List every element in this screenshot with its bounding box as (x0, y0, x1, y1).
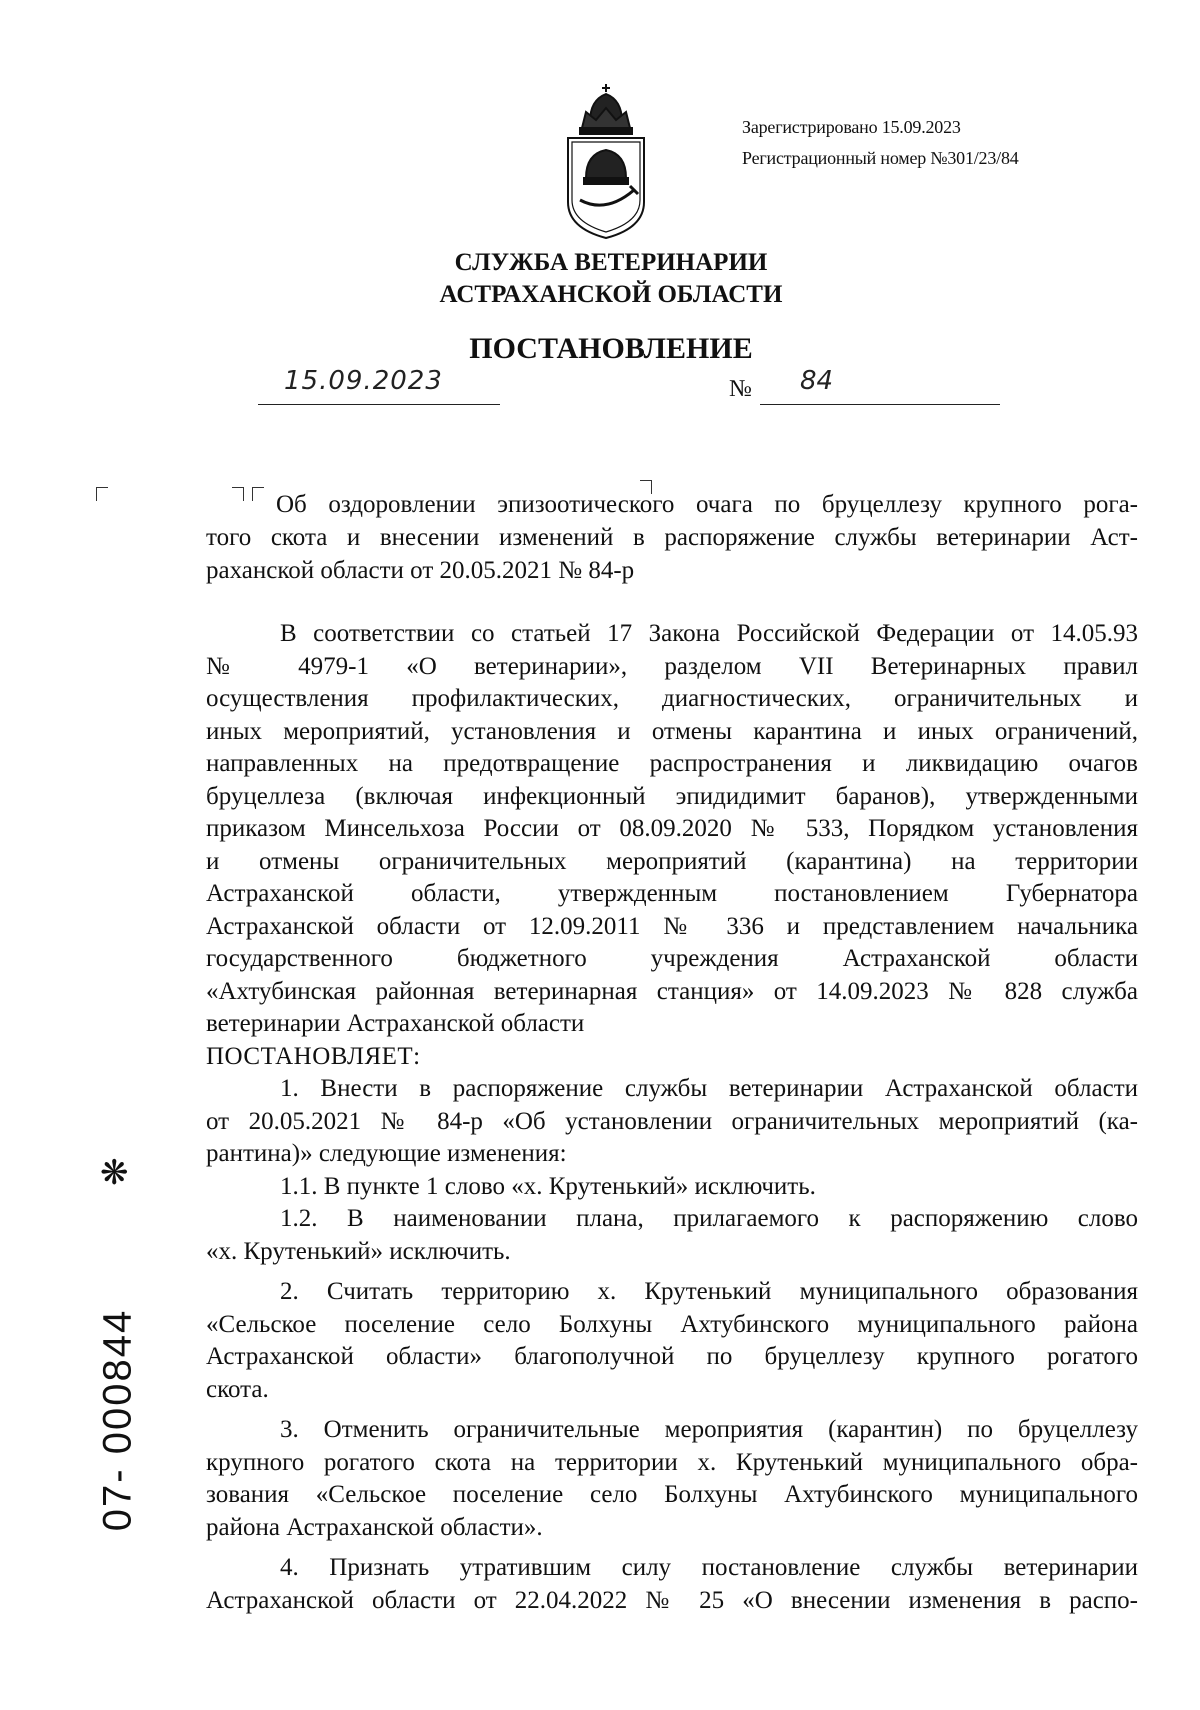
item-line: «Сельское поселение село Болхуны Ахтубинского муниципального района (206, 1310, 1138, 1338)
preamble-line: В соответствии со статьей 17 Закона Российской Федерации от 14.05.93 (280, 620, 1138, 647)
handwritten-date: 15.09.2023 (284, 366, 443, 396)
date-underline (258, 404, 500, 405)
document-type-title: ПОСТАНОВЛЕНИЕ (469, 332, 753, 365)
item-1-1 (206, 1171, 1138, 1204)
item-line: 1.2. В наименовании плана, прилагаемого к распоряжению слово (280, 1205, 1138, 1232)
agency-line-1: СЛУЖБА ВЕТЕРИНАРИИ (454, 249, 768, 276)
item-line: крупного рогатого скота на территории х. Крутенький муниципального обра- (206, 1448, 1138, 1476)
document-subject (206, 488, 1138, 587)
number-sign: № (729, 376, 752, 402)
item-line: рантина)» следующие изменения: (206, 1140, 567, 1167)
agency-name (0, 247, 1200, 311)
subject-line: раханской области от 20.05.2021 № 84-р (206, 557, 635, 584)
side-serial-number: 07- 000844 (95, 1308, 140, 1532)
item-line: 1.1. В пункте 1 слово «х. Крутенький» исключить. (280, 1172, 816, 1200)
subject-line: того скота и внесении изменений в распоряжение службы ветеринарии Аст- (206, 524, 1138, 551)
preamble-line: государственного бюджетного учреждения Астраханской области (206, 945, 1138, 972)
item-1-2 (206, 1203, 1138, 1268)
item-4 (206, 1552, 1138, 1617)
preamble-line: «Ахтубинская районная ветеринарная станция» от 14.09.2023 № 828 служба (206, 977, 1138, 1005)
coat-of-arms-icon (560, 82, 652, 240)
item-3 (206, 1414, 1138, 1544)
preamble-line: Астраханской области от 12.09.2011 № 336 и представлением начальника (206, 912, 1138, 940)
paragraph-gap (206, 1268, 1138, 1276)
preamble-line: № 4979-1 «О ветеринарии», разделом VII Ветеринарных правил (206, 652, 1138, 680)
item-1 (206, 1073, 1138, 1171)
item-2 (206, 1276, 1138, 1406)
preamble-line: приказом Минсельхоза России от 08.09.2020 № 533, Порядком установления (206, 815, 1138, 842)
registration-date: Зарегистрировано 15.09.2023 (742, 117, 961, 137)
preamble-line: и отмены ограничительных мероприятий (карантина) на территории (206, 847, 1138, 875)
preamble-line: бруцеллеза (включая инфекционный эпидидимит баранов), утвержденными (206, 782, 1138, 810)
item-line: 4. Признать утратившим силу постановление службы ветеринарии (280, 1554, 1138, 1581)
item-line: скота. (206, 1375, 269, 1403)
item-line: Астраханской области» благополучной по бруцеллезу крупного рогатого (206, 1343, 1138, 1370)
subject-line: Об оздоровлении эпизоотического очага по бруцеллезу крупного рога- (276, 491, 1138, 518)
item-line: Астраханской области от 22.04.2022 № 25 «О внесении изменения в распо- (206, 1586, 1138, 1614)
corner-bracket-left (96, 487, 108, 501)
document-body (206, 618, 1138, 1617)
paragraph-gap (206, 1406, 1138, 1414)
preamble-line: ветеринарии Астраханской области (206, 1010, 585, 1037)
preamble-line: иных мероприятий, установления и отмены карантина и иных ограничений, (206, 717, 1138, 745)
preamble-paragraph (206, 618, 1138, 1041)
handwritten-number: 84 (800, 366, 834, 396)
item-line: от 20.05.2021 № 84-р «Об установлении ограничительных мероприятий (ка- (206, 1107, 1138, 1135)
paragraph-gap (206, 1544, 1138, 1552)
number-underline (760, 404, 1000, 405)
registration-stamp (742, 112, 1019, 174)
item-line: 3. Отменить ограничительные мероприятия (карантин) по бруцеллезу (280, 1416, 1138, 1443)
agency-line-2: АСТРАХАНСКОЙ ОБЛАСТИ (439, 281, 783, 308)
preamble-line: осуществления профилактических, диагностических, ограничительных и (206, 685, 1138, 712)
item-line: зования «Сельское поселение село Болхуны Ахтубинского муниципального (206, 1481, 1138, 1508)
item-line: 1. Внести в распоряжение службы ветеринарии Астраханской области (280, 1075, 1138, 1102)
preamble-line: Астраханской области, утвержденным постановлением Губернатора (206, 880, 1138, 907)
resolution-verdict: ПОСТАНОВЛЯЕТ: (206, 1042, 421, 1070)
item-line: «х. Крутенький» исключить. (206, 1237, 511, 1265)
registration-number: Регистрационный номер №301/23/84 (742, 148, 1019, 168)
asterisk-mark-icon: ❋ (100, 1153, 129, 1193)
item-line: 2. Считать территорию х. Крутенький муниципального образования (280, 1278, 1138, 1305)
preamble-line: направленных на предотвращение распространения и ликвидацию очагов (206, 750, 1138, 777)
item-line: района Астраханской области». (206, 1513, 543, 1541)
